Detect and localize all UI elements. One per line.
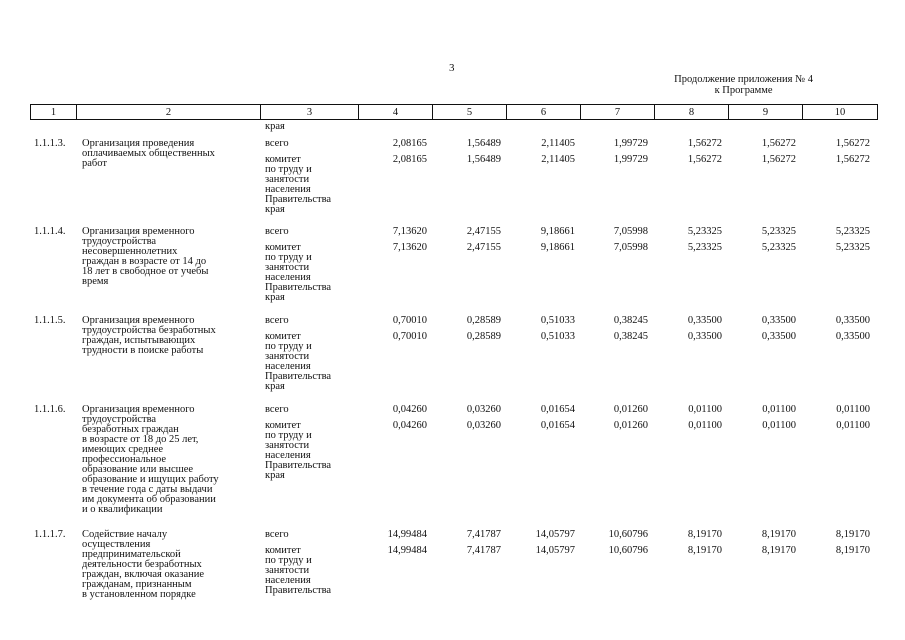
agency-value: 2,47155: [466, 242, 501, 253]
agency-value: 0,70010: [392, 331, 427, 342]
total-value: 0,01100: [836, 404, 870, 415]
total-value: 0,38245: [613, 315, 648, 326]
row-code: 1.1.1.4.: [34, 226, 66, 237]
total-value: 8,19170: [687, 529, 722, 540]
total-value: 1,56489: [466, 138, 501, 149]
total-value: 2,11405: [541, 138, 575, 149]
appendix-note-line2: к Программе: [714, 85, 773, 96]
total-value: 0,03260: [466, 404, 501, 415]
total-value: 0,01260: [613, 404, 648, 415]
agency-value: 7,05998: [613, 242, 648, 253]
column-header: 5: [433, 105, 507, 120]
row-agency-label: комитет по труду и занятости населения Правительства: [265, 545, 332, 596]
row-total-label: всего: [265, 404, 289, 415]
total-value: 14,05797: [535, 529, 575, 540]
total-value: 1,56272: [835, 138, 870, 149]
total-value: 1,56272: [761, 138, 796, 149]
row-name: Организация проведения оплачиваемых общественных работ: [82, 138, 215, 169]
total-value: 10,60796: [608, 529, 648, 540]
total-value: 8,19170: [761, 529, 796, 540]
agency-value: 0,51033: [540, 331, 575, 342]
row-total-label: всего: [265, 226, 289, 237]
total-value: 0,51033: [540, 315, 575, 326]
total-value: 0,70010: [392, 315, 427, 326]
agency-value: 7,13620: [392, 242, 427, 253]
agency-value: 1,56489: [466, 154, 501, 165]
agency-value: 0,28589: [466, 331, 501, 342]
total-value: 14,99484: [387, 529, 427, 540]
total-value: 0,33500: [687, 315, 722, 326]
total-value: 0,33500: [761, 315, 796, 326]
total-value: 0,33500: [835, 315, 870, 326]
agency-value: 0,04260: [392, 420, 427, 431]
column-header-row: [30, 104, 878, 120]
agency-value: 14,99484: [387, 545, 427, 556]
appendix-note: [674, 74, 813, 96]
agency-value: 5,23325: [835, 242, 870, 253]
row-total-label: всего: [265, 138, 289, 149]
row-code: 1.1.1.5.: [34, 315, 66, 326]
total-value: 2,47155: [466, 226, 501, 237]
agency-value: 0,33500: [835, 331, 870, 342]
agency-value: 8,19170: [687, 545, 722, 556]
column-header: 1: [31, 105, 77, 120]
row-agency-label: комитет по труду и занятости населения Правительства края: [265, 242, 332, 303]
total-value: 0,28589: [466, 315, 501, 326]
total-value: 5,23325: [835, 226, 870, 237]
column-header: 8: [655, 105, 729, 120]
agency-value: 1,56272: [761, 154, 796, 165]
row-agency-label: комитет по труду и занятости населения Правительства края: [265, 154, 332, 215]
agency-value: 0,01100: [762, 420, 796, 431]
agency-value: 1,56272: [835, 154, 870, 165]
row-agency-label: комитет по труду и занятости населения Правительства края: [265, 420, 332, 481]
agency-value: 1,56272: [687, 154, 722, 165]
row-code: 1.1.1.7.: [34, 529, 66, 540]
agency-value: 2,08165: [392, 154, 427, 165]
row-code: 1.1.1.3.: [34, 138, 66, 149]
total-value: 7,05998: [613, 226, 648, 237]
agency-value: 10,60796: [608, 545, 648, 556]
agency-value: 1,99729: [613, 154, 648, 165]
appendix-note-line1: Продолжение приложения № 4: [674, 74, 813, 85]
agency-value: 2,11405: [541, 154, 575, 165]
total-value: 0,04260: [392, 404, 427, 415]
total-value: 5,23325: [761, 226, 796, 237]
page-number: 3: [449, 62, 455, 74]
agency-value: 8,19170: [835, 545, 870, 556]
agency-value: 0,01654: [540, 420, 575, 431]
row-agency-label: комитет по труду и занятости населения Правительства края: [265, 331, 332, 392]
agency-value: 5,23325: [687, 242, 722, 253]
column-header: 10: [803, 105, 878, 120]
agency-value: 0,03260: [466, 420, 501, 431]
column-header: 2: [77, 105, 261, 120]
total-value: 9,18661: [540, 226, 575, 237]
total-value: 0,01654: [540, 404, 575, 415]
agency-value: 0,01100: [836, 420, 870, 431]
row-name: Организация временного трудоустройства безработных граждан, испытывающих трудности в поиске работы: [82, 315, 216, 356]
total-value: 0,01100: [688, 404, 722, 415]
agency-value: 14,05797: [535, 545, 575, 556]
carryover-text: края: [265, 121, 285, 132]
column-header: 9: [729, 105, 803, 120]
agency-value: 0,01260: [613, 420, 648, 431]
row-total-label: всего: [265, 315, 289, 326]
agency-value: 8,19170: [761, 545, 796, 556]
row-code: 1.1.1.6.: [34, 404, 66, 415]
row-total-label: всего: [265, 529, 289, 540]
total-value: 1,56272: [687, 138, 722, 149]
total-value: 1,99729: [613, 138, 648, 149]
total-value: 8,19170: [835, 529, 870, 540]
total-value: 2,08165: [392, 138, 427, 149]
total-value: 5,23325: [687, 226, 722, 237]
agency-value: 5,23325: [761, 242, 796, 253]
total-value: 0,01100: [762, 404, 796, 415]
agency-value: 9,18661: [540, 242, 575, 253]
agency-value: 0,33500: [687, 331, 722, 342]
agency-value: 0,33500: [761, 331, 796, 342]
column-header: 7: [581, 105, 655, 120]
agency-value: 0,01100: [688, 420, 722, 431]
row-name: Содействие началу осуществления предпринимательской деятельности безработных граждан, включая оказание гражданам, признанным в установленном порядке: [82, 529, 205, 600]
row-name: Организация временного трудоустройства несовершеннолетних граждан в возрасте от 14 до 18 лет в свободное от учебы время: [82, 226, 209, 287]
total-value: 7,13620: [392, 226, 427, 237]
total-value: 7,41787: [466, 529, 501, 540]
row-name: Организация временного трудоустройства безработных граждан в возрасте от 18 до 25 лет, имеющих среднее профессиональное образование или высшее образование и ищущих работу в течение года с даты выдачи им документа об образовании и о квалификации: [82, 404, 219, 515]
column-header: 3: [261, 105, 359, 120]
column-header: 6: [507, 105, 581, 120]
agency-value: 0,38245: [613, 331, 648, 342]
column-header: 4: [359, 105, 433, 120]
agency-value: 7,41787: [466, 545, 501, 556]
